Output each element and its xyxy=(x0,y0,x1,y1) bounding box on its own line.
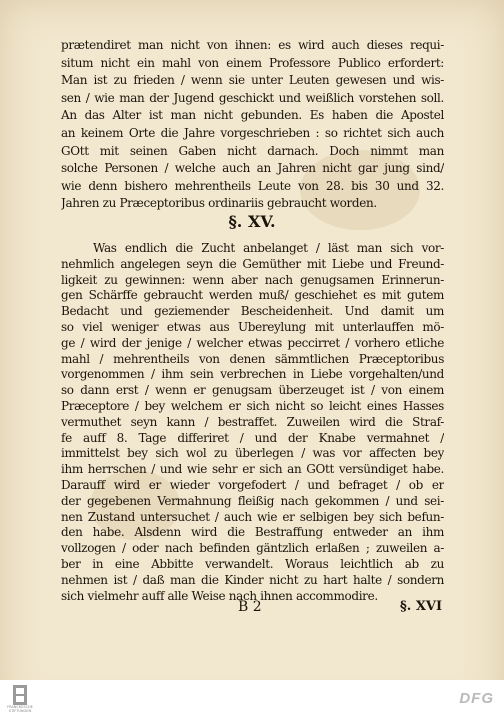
text-line: mahl / mehrentheils von denen sämmtlichen Præceptoribus xyxy=(61,351,444,366)
text-line: Præceptore / bey welchem er sich nicht so leicht eines Hasses xyxy=(61,399,444,413)
text-line: vollzogen / oder nach befinden gäntzlich erlaßen ; zuweilen a- xyxy=(61,541,444,556)
text-line: sich vielmehr auff alle Weise nach ihnen accommodire. xyxy=(61,588,378,603)
text-line: Man ist zu frieden / wenn sie unter Leuten gewesen und wis- xyxy=(61,73,444,88)
text-line: der gegebenen Vermahnung fleißig nach gekommen / und sei- xyxy=(61,493,444,508)
text-line: ge / wird der jenige / welcher etwas peccirret / vorhero etliche xyxy=(61,335,444,350)
text-line: gen Schärffe gebraucht werden muß/ geschiehet es mit gutem xyxy=(61,288,444,303)
text-line: Was endlich die Zucht anbelanget / läst man sich vor- xyxy=(93,241,444,255)
text-line: sen / wie man der Jugend geschickt und weißlich vorstehen soll. xyxy=(61,90,444,105)
dfg-logo: DFG xyxy=(459,690,494,707)
signature-mark: B 2 xyxy=(238,599,262,615)
section-heading: §. XV. xyxy=(228,212,276,231)
text-line: so dann erst / wenn er genugsam überzeuget ist / von einem xyxy=(61,383,444,398)
text-line: immittelst bey sich wol zu überlegen / was vor affecten bey xyxy=(61,446,444,461)
text-line: ligkeit zu gewinnen: wenn aber nach genugsamen Erinnerun- xyxy=(61,272,444,287)
text-line: wie denn bishero mehrentheils Leute von 28. bis 30 und 32. xyxy=(61,178,444,193)
text-line: Bedacht und geziemender Bescheidenheit. Und damit um xyxy=(61,304,444,319)
text-line: Darauff wird er wieder vorgefodert / und befraget / ob er xyxy=(61,478,444,492)
text-line: fe auff 8. Tage differiret / und der Knabe vermahnet / xyxy=(61,430,444,445)
text-line: situm nicht ein mahl von einem Professore Publico erfordert: xyxy=(61,55,444,70)
text-line: nehmlich angelegen seyn die Gemüther mit Liebe und Freund- xyxy=(61,256,444,271)
text-line: vermuthet seyn kann / bestraffet. Zuweilen wird die Straf- xyxy=(61,414,444,429)
text-line: nen Zustand untersuchet / auch wie er selbigen bey sich befun- xyxy=(61,509,444,524)
text-line: ihm herrschen / und wie sehr er sich an GOtt versündiget habe. xyxy=(61,462,444,477)
text-line: nehmen ist / daß man die Kinder nicht zu hart halte / sondern xyxy=(61,572,444,587)
text-line: den habe. Alsdenn wird die Bestraffung entweder an ihm xyxy=(61,525,444,540)
catchword: §. XVI xyxy=(400,599,443,614)
foundation-logo-caption: FRANCKESCHE STIFTUNGEN xyxy=(7,705,33,713)
text-line: ber in eine Abbitte verwandelt. Woraus leichtlich ab zu xyxy=(61,557,444,571)
text-line: so viel weniger etwas aus Ubereylung mit unterlauffen mö- xyxy=(61,320,444,334)
text-line: solche Personen / welche auch an Jahren nicht gar jung sind/ xyxy=(61,161,444,176)
text-line: vorgenommen / ihm sein verbrechen in Liebe vorgehalten/und xyxy=(61,367,444,382)
text-line: GOtt mit seinen Gaben nicht darnach. Doch nimmt man xyxy=(61,143,444,158)
text-line: an keinem Orte die Jahre vorgeschrieben : so richtet sich auch xyxy=(61,126,444,140)
viewer-footer xyxy=(0,680,504,716)
text-line: prætendiret man nicht von ihnen: es wird auch dieses requi- xyxy=(61,38,444,52)
text-line: Jahren zu Præceptoribus ordinariis gebraucht worden. xyxy=(61,196,377,211)
text-line: An das Alter ist man nicht gebunden. Es haben die Apostel xyxy=(61,108,444,123)
